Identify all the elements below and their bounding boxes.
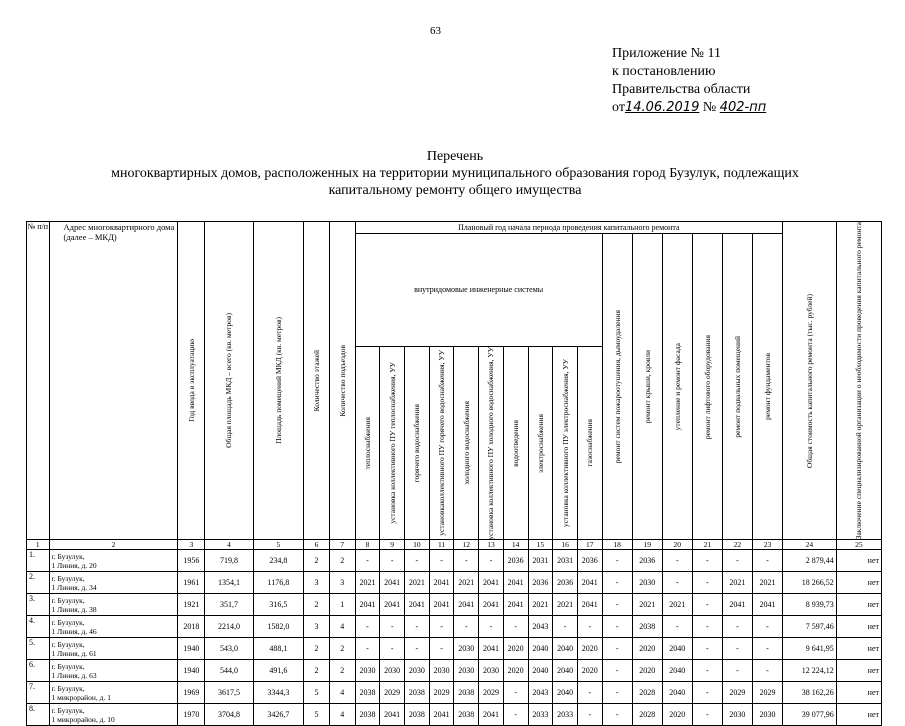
- column-number: 20: [662, 540, 692, 550]
- header-cost: Общая стоимость капитального ремонта (тыс. рублей): [783, 222, 837, 540]
- row-year: 1961: [178, 572, 205, 594]
- row-plan-year: 2041: [429, 704, 454, 726]
- row-plan-year: 2021: [405, 572, 430, 594]
- row-number: 1.: [27, 550, 50, 572]
- header-col-13: установка коллективного ПУ холодного водоснабжения, УУ: [479, 346, 504, 540]
- header-entrances: Количество подъездов: [329, 222, 355, 540]
- header-col-15: электроснабжения: [528, 346, 553, 540]
- row-plan-year: -: [380, 616, 405, 638]
- row-total-area: 351,7: [205, 594, 253, 616]
- table-row: [27, 550, 882, 572]
- row-plan-year: -: [503, 704, 528, 726]
- header-col-21: ремонт лифтового оборудования: [692, 234, 722, 540]
- row-address: [49, 660, 178, 682]
- header-systems: внутридомовые инженерные системы: [355, 234, 602, 347]
- row-plan-year: 2041: [722, 594, 752, 616]
- row-number: 4.: [27, 616, 50, 638]
- row-plan-year: -: [602, 594, 632, 616]
- row-plan-year: -: [692, 594, 722, 616]
- row-plan-year: 2036: [528, 572, 553, 594]
- row-total-area: 3704,8: [205, 704, 253, 726]
- appendix-line3: Правительства области: [612, 82, 751, 97]
- row-plan-year: 2038: [454, 682, 479, 704]
- header-col-8: теплоснабжения: [355, 346, 380, 540]
- row-plan-year: -: [355, 638, 380, 660]
- table-row: [27, 682, 882, 704]
- row-plan-year: -: [692, 660, 722, 682]
- row-plan-year: 2021: [553, 594, 578, 616]
- row-conclusion: нет: [836, 550, 881, 572]
- row-plan-year: 2036: [553, 572, 578, 594]
- header-col-10: горячего водоснабжения: [405, 346, 430, 540]
- row-plan-year: 2021: [722, 572, 752, 594]
- row-rooms-area: 3426,7: [253, 704, 303, 726]
- row-plan-year: -: [722, 616, 752, 638]
- row-cost: 39 077,96: [783, 704, 837, 726]
- row-plan-year: 2020: [577, 660, 602, 682]
- header-col-17: газоснабжения: [577, 346, 602, 540]
- row-plan-year: -: [553, 616, 578, 638]
- row-plan-year: -: [355, 616, 380, 638]
- row-plan-year: 2041: [429, 572, 454, 594]
- row-plan-year: -: [662, 550, 692, 572]
- row-floors: 3: [304, 616, 330, 638]
- row-conclusion: нет: [836, 572, 881, 594]
- column-number: 21: [692, 540, 722, 550]
- column-number: 19: [632, 540, 662, 550]
- row-plan-year: 2040: [662, 660, 692, 682]
- row-plan-year: -: [752, 550, 782, 572]
- row-plan-year: 2031: [553, 550, 578, 572]
- address-street: 1 микрорайон, д. 1: [51, 692, 111, 702]
- row-entrances: 4: [329, 704, 355, 726]
- row-plan-year: 2038: [405, 704, 430, 726]
- row-total-area: 719,8: [205, 550, 253, 572]
- header-col-19: ремонт крыши, кровли: [632, 234, 662, 540]
- row-floors: 2: [304, 550, 330, 572]
- row-conclusion: нет: [836, 704, 881, 726]
- row-number: 6.: [27, 660, 50, 682]
- row-plan-year: -: [692, 550, 722, 572]
- header-col-22: ремонт подвальных помещений: [722, 234, 752, 540]
- row-plan-year: 2021: [528, 594, 553, 616]
- column-number: 10: [405, 540, 430, 550]
- column-number: 7: [329, 540, 355, 550]
- row-plan-year: 2038: [454, 704, 479, 726]
- row-plan-year: -: [380, 550, 405, 572]
- title-line1: Перечень: [426, 149, 484, 164]
- row-plan-year: -: [602, 682, 632, 704]
- row-plan-year: 2041: [454, 594, 479, 616]
- row-plan-year: -: [479, 616, 504, 638]
- row-address: [49, 704, 178, 726]
- appendix-line2: к постановлению: [612, 64, 716, 79]
- row-plan-year: 2030: [454, 638, 479, 660]
- row-floors: 3: [304, 572, 330, 594]
- row-plan-year: 2036: [503, 550, 528, 572]
- address-city: г. Бузулук,: [51, 661, 85, 671]
- row-plan-year: 2030: [380, 660, 405, 682]
- column-number: 24: [783, 540, 837, 550]
- row-plan-year: 2029: [429, 682, 454, 704]
- row-year: 2018: [178, 616, 205, 638]
- row-total-area: 544,0: [205, 660, 253, 682]
- row-year: 1940: [178, 660, 205, 682]
- row-plan-year: -: [602, 660, 632, 682]
- row-plan-year: 2030: [632, 572, 662, 594]
- handwritten-number: 402-пп: [719, 100, 767, 115]
- row-number: 7.: [27, 682, 50, 704]
- row-address: [49, 572, 178, 594]
- row-plan-year: -: [577, 682, 602, 704]
- column-number: 3: [178, 540, 205, 550]
- row-cost: 7 597,46: [783, 616, 837, 638]
- row-plan-year: 2030: [454, 660, 479, 682]
- row-plan-year: 2043: [528, 616, 553, 638]
- row-plan-year: -: [692, 682, 722, 704]
- row-plan-year: 2029: [479, 682, 504, 704]
- address-city: г. Бузулук,: [51, 617, 85, 627]
- row-plan-year: -: [454, 550, 479, 572]
- row-conclusion: нет: [836, 638, 881, 660]
- title-line2: многоквартирных домов, расположенных на территории муниципального образования город Бузулук, подлежащих: [111, 166, 799, 181]
- row-cost: 2 879,44: [783, 550, 837, 572]
- row-plan-year: 2033: [553, 704, 578, 726]
- row-cost: 12 224,12: [783, 660, 837, 682]
- column-number: 11: [429, 540, 454, 550]
- row-entrances: 3: [329, 572, 355, 594]
- header-floors: Количество этажей: [304, 222, 330, 540]
- row-plan-year: 2036: [632, 550, 662, 572]
- column-number: 5: [253, 540, 303, 550]
- row-year: 1969: [178, 682, 205, 704]
- row-plan-year: -: [602, 638, 632, 660]
- column-number: 4: [205, 540, 253, 550]
- row-plan-year: -: [429, 550, 454, 572]
- column-number: 16: [553, 540, 578, 550]
- address-street: 1 Линия, д. 34: [51, 582, 97, 592]
- header-rooms-area: Площадь помещений МКД (кв. метров): [253, 222, 303, 540]
- address-city: г. Бузулук,: [51, 683, 85, 693]
- header-plan: Плановый год начала периода проведения капитального ремонта: [355, 222, 782, 234]
- column-number: 22: [722, 540, 752, 550]
- table-row: [27, 704, 882, 726]
- header-col-16: установка коллективного ПУ электроснабжения, УУ: [553, 346, 578, 540]
- row-plan-year: 2040: [662, 682, 692, 704]
- header-address: Адрес многоквартирного дома (далее – МКД): [49, 222, 178, 540]
- address-city: г. Бузулук,: [51, 573, 85, 583]
- row-plan-year: 2040: [528, 660, 553, 682]
- row-plan-year: 2038: [405, 682, 430, 704]
- row-plan-year: -: [602, 616, 632, 638]
- row-plan-year: -: [405, 616, 430, 638]
- row-plan-year: 2041: [405, 594, 430, 616]
- row-plan-year: 2020: [503, 660, 528, 682]
- address-city: г. Бузулук,: [51, 705, 85, 715]
- row-rooms-area: 1176,8: [253, 572, 303, 594]
- header-col-12: холодного водоснабжения: [454, 346, 479, 540]
- column-number: 12: [454, 540, 479, 550]
- row-year: 1921: [178, 594, 205, 616]
- row-plan-year: 2020: [662, 704, 692, 726]
- row-total-area: 1354,1: [205, 572, 253, 594]
- row-year: 1940: [178, 638, 205, 660]
- appendix-date-line: [612, 99, 766, 117]
- table-row: [27, 638, 882, 660]
- header-col-14: водоотведения: [503, 346, 528, 540]
- header-year: Год ввода в эксплуатацию: [178, 222, 205, 540]
- column-number: 23: [752, 540, 782, 550]
- row-plan-year: -: [722, 660, 752, 682]
- column-number: 8: [355, 540, 380, 550]
- row-plan-year: -: [752, 638, 782, 660]
- row-plan-year: -: [405, 550, 430, 572]
- row-plan-year: 2029: [722, 682, 752, 704]
- row-entrances: 4: [329, 682, 355, 704]
- row-plan-year: -: [380, 638, 405, 660]
- number-label: №: [702, 100, 717, 115]
- row-plan-year: 2030: [752, 704, 782, 726]
- row-entrances: 2: [329, 550, 355, 572]
- row-plan-year: 2041: [479, 704, 504, 726]
- row-plan-year: 2041: [355, 594, 380, 616]
- address-city: г. Бузулук,: [51, 639, 85, 649]
- row-plan-year: 2041: [752, 594, 782, 616]
- row-plan-year: 2040: [662, 638, 692, 660]
- row-plan-year: 2020: [503, 638, 528, 660]
- column-number: 13: [479, 540, 504, 550]
- row-plan-year: 2030: [429, 660, 454, 682]
- row-plan-year: 2041: [429, 594, 454, 616]
- table-row: [27, 660, 882, 682]
- row-number: 5.: [27, 638, 50, 660]
- row-year: 1956: [178, 550, 205, 572]
- row-floors: 2: [304, 594, 330, 616]
- row-plan-year: 2041: [479, 638, 504, 660]
- row-plan-year: 2030: [355, 660, 380, 682]
- row-conclusion: нет: [836, 660, 881, 682]
- header-total-area: Общая площадь МКД – всего (кв. метров): [205, 222, 253, 540]
- row-floors: 5: [304, 682, 330, 704]
- row-address: [49, 682, 178, 704]
- row-cost: 38 162,26: [783, 682, 837, 704]
- page-number: 63: [430, 25, 441, 37]
- row-plan-year: 2029: [752, 682, 782, 704]
- table-row: [27, 594, 882, 616]
- address-street: 1 Линия, д. 46: [51, 626, 97, 636]
- header-col-20: утепление и ремонт фасада: [662, 234, 692, 540]
- row-plan-year: 2021: [752, 572, 782, 594]
- row-number: 8.: [27, 704, 50, 726]
- row-plan-year: 2030: [722, 704, 752, 726]
- address-street: 1 микрорайон, д. 10: [51, 714, 115, 724]
- row-plan-year: 2041: [380, 704, 405, 726]
- row-total-area: 2214,0: [205, 616, 253, 638]
- row-rooms-area: 1582,0: [253, 616, 303, 638]
- address-street: 1 Линия, д. 61: [51, 648, 97, 658]
- row-plan-year: 2041: [479, 572, 504, 594]
- row-plan-year: 2020: [632, 638, 662, 660]
- row-rooms-area: 316,5: [253, 594, 303, 616]
- row-plan-year: -: [722, 638, 752, 660]
- row-conclusion: нет: [836, 682, 881, 704]
- row-plan-year: -: [577, 616, 602, 638]
- row-plan-year: -: [662, 572, 692, 594]
- row-rooms-area: 488,1: [253, 638, 303, 660]
- row-plan-year: -: [454, 616, 479, 638]
- column-number: 18: [602, 540, 632, 550]
- row-entrances: 1: [329, 594, 355, 616]
- row-plan-year: 2033: [528, 704, 553, 726]
- column-number: 17: [577, 540, 602, 550]
- table-body: [27, 550, 882, 726]
- row-plan-year: 2030: [405, 660, 430, 682]
- row-plan-year: -: [722, 550, 752, 572]
- column-number: 2: [49, 540, 178, 550]
- column-number: 1: [27, 540, 50, 550]
- row-plan-year: 2028: [632, 682, 662, 704]
- row-plan-year: 2028: [632, 704, 662, 726]
- row-plan-year: -: [692, 704, 722, 726]
- row-plan-year: 2040: [553, 682, 578, 704]
- row-plan-year: 2021: [662, 594, 692, 616]
- address-street: 1 Линия, д. 20: [51, 560, 97, 570]
- row-plan-year: 2020: [632, 660, 662, 682]
- row-plan-year: 2038: [632, 616, 662, 638]
- row-plan-year: -: [752, 660, 782, 682]
- row-plan-year: 2030: [479, 660, 504, 682]
- column-numbers-row: [27, 540, 882, 550]
- row-plan-year: -: [405, 638, 430, 660]
- row-cost: 18 266,52: [783, 572, 837, 594]
- row-conclusion: нет: [836, 594, 881, 616]
- column-number: 6: [304, 540, 330, 550]
- row-number: 2.: [27, 572, 50, 594]
- appendix-line1: Приложение № 11: [612, 46, 721, 61]
- address-city: г. Бузулук,: [51, 595, 85, 605]
- row-plan-year: 2041: [577, 572, 602, 594]
- row-plan-year: 2021: [454, 572, 479, 594]
- header-conclusion: Заключение специализированной организации о необходимости проведения капитального ремонта: [836, 222, 881, 540]
- row-cost: 9 641,95: [783, 638, 837, 660]
- row-floors: 5: [304, 704, 330, 726]
- column-number: 9: [380, 540, 405, 550]
- row-address: [49, 594, 178, 616]
- row-plan-year: -: [752, 616, 782, 638]
- row-floors: 2: [304, 638, 330, 660]
- row-plan-year: 2043: [528, 682, 553, 704]
- row-plan-year: -: [355, 550, 380, 572]
- row-plan-year: 2041: [577, 594, 602, 616]
- row-plan-year: 2040: [553, 638, 578, 660]
- row-year: 1970: [178, 704, 205, 726]
- row-plan-year: -: [577, 704, 602, 726]
- row-plan-year: 2038: [355, 682, 380, 704]
- row-total-area: 3617,5: [205, 682, 253, 704]
- row-plan-year: -: [662, 616, 692, 638]
- row-plan-year: 2031: [528, 550, 553, 572]
- row-rooms-area: 3344,3: [253, 682, 303, 704]
- table-row: [27, 616, 882, 638]
- row-plan-year: 2040: [528, 638, 553, 660]
- row-plan-year: -: [429, 616, 454, 638]
- row-plan-year: -: [692, 616, 722, 638]
- row-plan-year: 2041: [479, 594, 504, 616]
- appendix-block: [612, 45, 766, 117]
- row-plan-year: -: [503, 616, 528, 638]
- row-entrances: 4: [329, 616, 355, 638]
- row-plan-year: 2038: [355, 704, 380, 726]
- column-number: 15: [528, 540, 553, 550]
- row-rooms-area: 491,6: [253, 660, 303, 682]
- row-plan-year: 2041: [380, 572, 405, 594]
- row-conclusion: нет: [836, 616, 881, 638]
- row-plan-year: 2021: [355, 572, 380, 594]
- row-address: [49, 638, 178, 660]
- row-plan-year: -: [429, 638, 454, 660]
- from-label: от: [612, 100, 625, 115]
- row-total-area: 543,0: [205, 638, 253, 660]
- row-plan-year: -: [602, 572, 632, 594]
- row-plan-year: -: [692, 572, 722, 594]
- address-city: г. Бузулук,: [51, 551, 85, 561]
- row-number: 3.: [27, 594, 50, 616]
- row-plan-year: -: [503, 682, 528, 704]
- header-num: № п/п: [27, 222, 50, 540]
- row-plan-year: 2041: [503, 594, 528, 616]
- address-street: 1 Линия, д. 38: [51, 604, 97, 614]
- buildings-table: [26, 221, 882, 726]
- header-col-18: ремонт систем пожароотушения, дымоудаления: [602, 234, 632, 540]
- row-cost: 8 939,73: [783, 594, 837, 616]
- row-entrances: 2: [329, 638, 355, 660]
- header-col-9: установка коллективного ПУ теплоснабжения, УУ: [380, 346, 405, 540]
- header-col-11: установкаколлективного ПУ горячего водоснабжения, УУ: [429, 346, 454, 540]
- row-address: [49, 550, 178, 572]
- row-entrances: 2: [329, 660, 355, 682]
- column-number: 14: [503, 540, 528, 550]
- document-title: [40, 148, 870, 199]
- row-plan-year: 2040: [553, 660, 578, 682]
- row-plan-year: 2041: [503, 572, 528, 594]
- row-plan-year: 2041: [380, 594, 405, 616]
- row-plan-year: -: [479, 550, 504, 572]
- row-plan-year: 2029: [380, 682, 405, 704]
- address-street: 1 Линия, д. 63: [51, 670, 97, 680]
- row-floors: 2: [304, 660, 330, 682]
- row-plan-year: 2020: [577, 638, 602, 660]
- column-number: 25: [836, 540, 881, 550]
- row-rooms-area: 234,8: [253, 550, 303, 572]
- row-plan-year: -: [602, 550, 632, 572]
- table-row: [27, 572, 882, 594]
- title-line3: капитальному ремонту общего имущества: [328, 183, 582, 198]
- handwritten-date: 14.06.2019: [624, 100, 700, 115]
- header-col-23: ремонт фундаментов: [752, 234, 782, 540]
- row-plan-year: 2036: [577, 550, 602, 572]
- row-plan-year: 2021: [632, 594, 662, 616]
- row-plan-year: -: [602, 704, 632, 726]
- row-address: [49, 616, 178, 638]
- row-plan-year: -: [692, 638, 722, 660]
